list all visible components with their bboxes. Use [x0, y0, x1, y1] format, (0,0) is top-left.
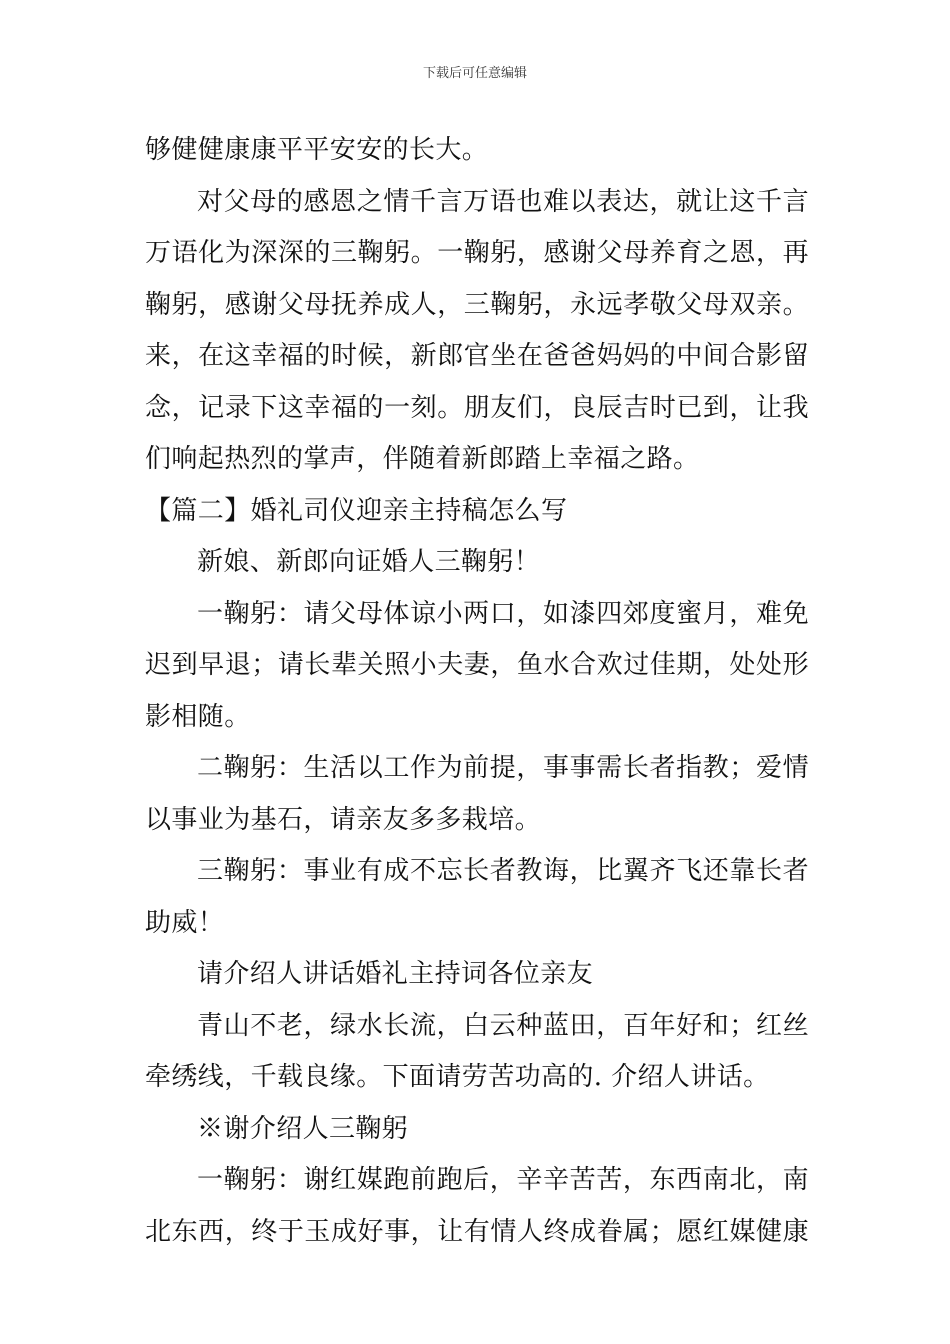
paragraph-line: 够健健康康平平安安的长大。 — [145, 135, 489, 165]
paragraph-line: 北东西，终于玉成好事，让有情人终成眷属；愿红媒健康 — [145, 1216, 809, 1247]
page-header: 下载后可任意编辑 — [422, 66, 527, 81]
paragraph-line: 来，在这幸福的时候，新郎官坐在爸爸妈妈的中间合影留 — [145, 341, 809, 371]
paragraph-line: 念，记录下这幸福的一刻。朋友们，良辰吉时已到，让我 — [145, 392, 809, 423]
paragraph-line: 请介绍人讲话婚礼主持词各位亲友 — [197, 959, 594, 989]
paragraph-line: 一鞠躬：谢红媒跑前跑后，辛辛苦苦，东西南北，南 — [197, 1165, 809, 1195]
paragraph-line: 万语化为深深的三鞠躬。一鞠躬，感谢父母养育之恩，再 — [145, 238, 809, 268]
paragraph-line: 青山不老，绿水长流，白云种蓝田，百年好和；红丝 — [197, 1010, 809, 1041]
paragraph-line: ※谢介绍人三鞠躬 — [197, 1113, 409, 1144]
paragraph-line: 牵绣线，千载良缘。下面请劳苦功高的. 介绍人讲话。 — [145, 1062, 770, 1092]
paragraph-line: 三鞠躬：事业有成不忘长者教诲，比翼齐飞还靠长者 — [197, 856, 809, 886]
paragraph-line: 新娘、新郎向证婚人三鞠躬！ — [197, 547, 541, 577]
section-heading: 【篇二】婚礼司仪迎亲主持稿怎么写 — [145, 495, 568, 526]
paragraph-line: 二鞠躬：生活以工作为前提，事事需长者指教；爱情 — [197, 753, 809, 783]
paragraph-line: 以事业为基石，请亲友多多栽培。 — [145, 804, 542, 835]
paragraph-line: 迟到早退；请长辈关照小夫妻，鱼水合欢过佳期，处处形 — [145, 650, 809, 680]
paragraph-line: 对父母的感恩之情千言万语也难以表达，就让这千言 — [197, 186, 809, 217]
paragraph-line: 影相随。 — [145, 701, 251, 732]
paragraph-line: 鞠躬，感谢父母抚养成人，三鞠躬，永远孝敬父母双亲。 — [145, 289, 809, 320]
document-body — [145, 125, 809, 1258]
paragraph-line: 助威！ — [145, 907, 225, 938]
paragraph-line: 们响起热烈的掌声，伴随着新郎踏上幸福之路。 — [145, 444, 700, 474]
paragraph-line: 一鞠躬：请父母体谅小两口，如漆四郊度蜜月，难免 — [197, 598, 809, 629]
